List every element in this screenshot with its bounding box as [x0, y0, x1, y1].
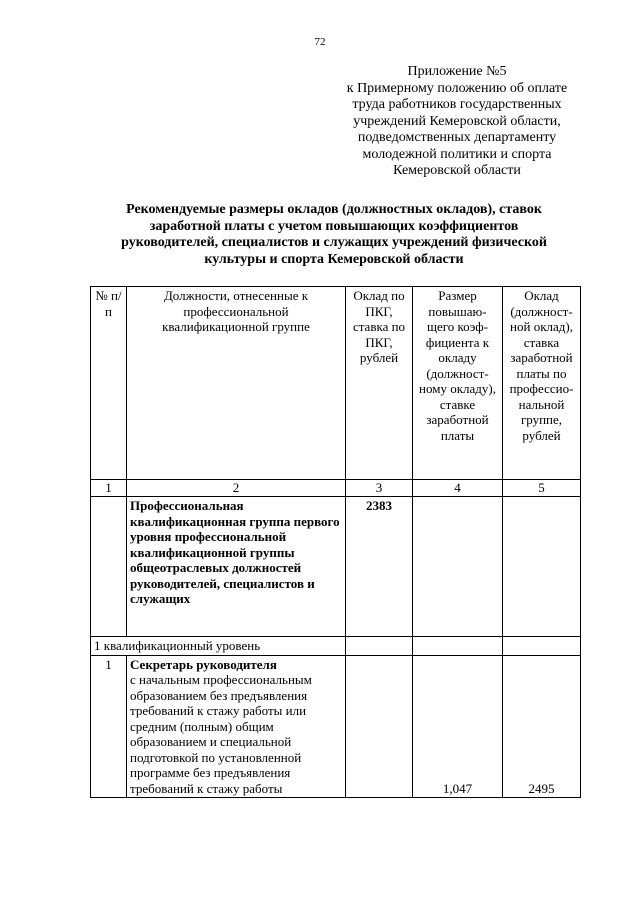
table-row: [91, 655, 581, 798]
page-number: 72: [314, 36, 326, 48]
title-line: культуры и спорта Кемеровской области: [204, 251, 464, 267]
position-title: Секретарь руководителя: [130, 656, 277, 672]
group-number-cell: [91, 497, 127, 637]
appendix-line: подведомственных департаменту: [357, 130, 557, 145]
column-numbers-row: [91, 480, 581, 497]
group-salary-cell: [503, 497, 581, 637]
level-empty-cell: [413, 637, 503, 656]
table-header-row: [91, 287, 581, 480]
column-number: 2: [127, 480, 346, 497]
appendix-line: учреждений Кемеровской области,: [353, 113, 561, 129]
position-cell: [127, 655, 346, 798]
column-number: 1: [91, 480, 127, 497]
title-line: руководителей, специалистов и служащих учреждений физической: [121, 235, 547, 250]
header-position: Должности, отнесенные к профессиональной квалификационной группе: [127, 287, 346, 480]
column-number: 4: [413, 480, 503, 497]
appendix-line: Приложение №5: [407, 64, 507, 79]
column-number: 5: [503, 480, 581, 497]
header-number: № п/п: [91, 287, 127, 480]
title-line: заработной платы с учетом повышающих коэффициентов: [149, 218, 519, 234]
row-number: 1: [91, 655, 127, 798]
document-title: [100, 202, 568, 268]
appendix-line: к Примерному положению об оплате: [346, 80, 568, 96]
header-base-salary: Оклад по ПКГ, ставка по ПКГ, рублей: [346, 287, 413, 480]
group-base-salary: 2383: [346, 497, 413, 637]
title-line: Рекомендуемые размеры окладов (должностных окладов), ставок: [126, 202, 542, 217]
level-row: [91, 637, 581, 656]
appendix-header: [322, 64, 592, 180]
qualification-level: 1 квалификационный уровень: [91, 637, 346, 656]
row-coefficient: 1,047: [413, 655, 503, 798]
group-row: [91, 497, 581, 637]
appendix-line: Кемеровской области: [393, 163, 521, 178]
group-coefficient-cell: [413, 497, 503, 637]
row-salary: 2495: [503, 655, 581, 798]
position-description: с начальным профессиональным образованием без предъявления требований к стажу работы или средним (полным) общим образованием и специальной подготовкой по установленной программе без предъявления требований к стажу работы: [130, 672, 312, 796]
level-empty-cell: [346, 637, 413, 656]
header-salary: Оклад (должност-ной оклад), ставка заработной платы по профессио-нальной группе, рублей: [503, 287, 581, 480]
header-coefficient: Размер повышаю-щего коэф-фициента к окладу (должност-ному окладу), ставке заработной платы: [413, 287, 503, 480]
appendix-line: труда работников государственных: [352, 97, 562, 112]
group-name: Профессиональная квалификационная группа первого уровня профессиональной квалификационной группы общеотраслевых должностей руководителей, специалистов и служащих: [127, 497, 346, 637]
level-empty-cell: [503, 637, 581, 656]
appendix-line: молодежной политики и спорта: [362, 146, 552, 162]
column-number: 3: [346, 480, 413, 497]
salary-table: [90, 286, 581, 798]
row-base-salary-cell: [346, 655, 413, 798]
